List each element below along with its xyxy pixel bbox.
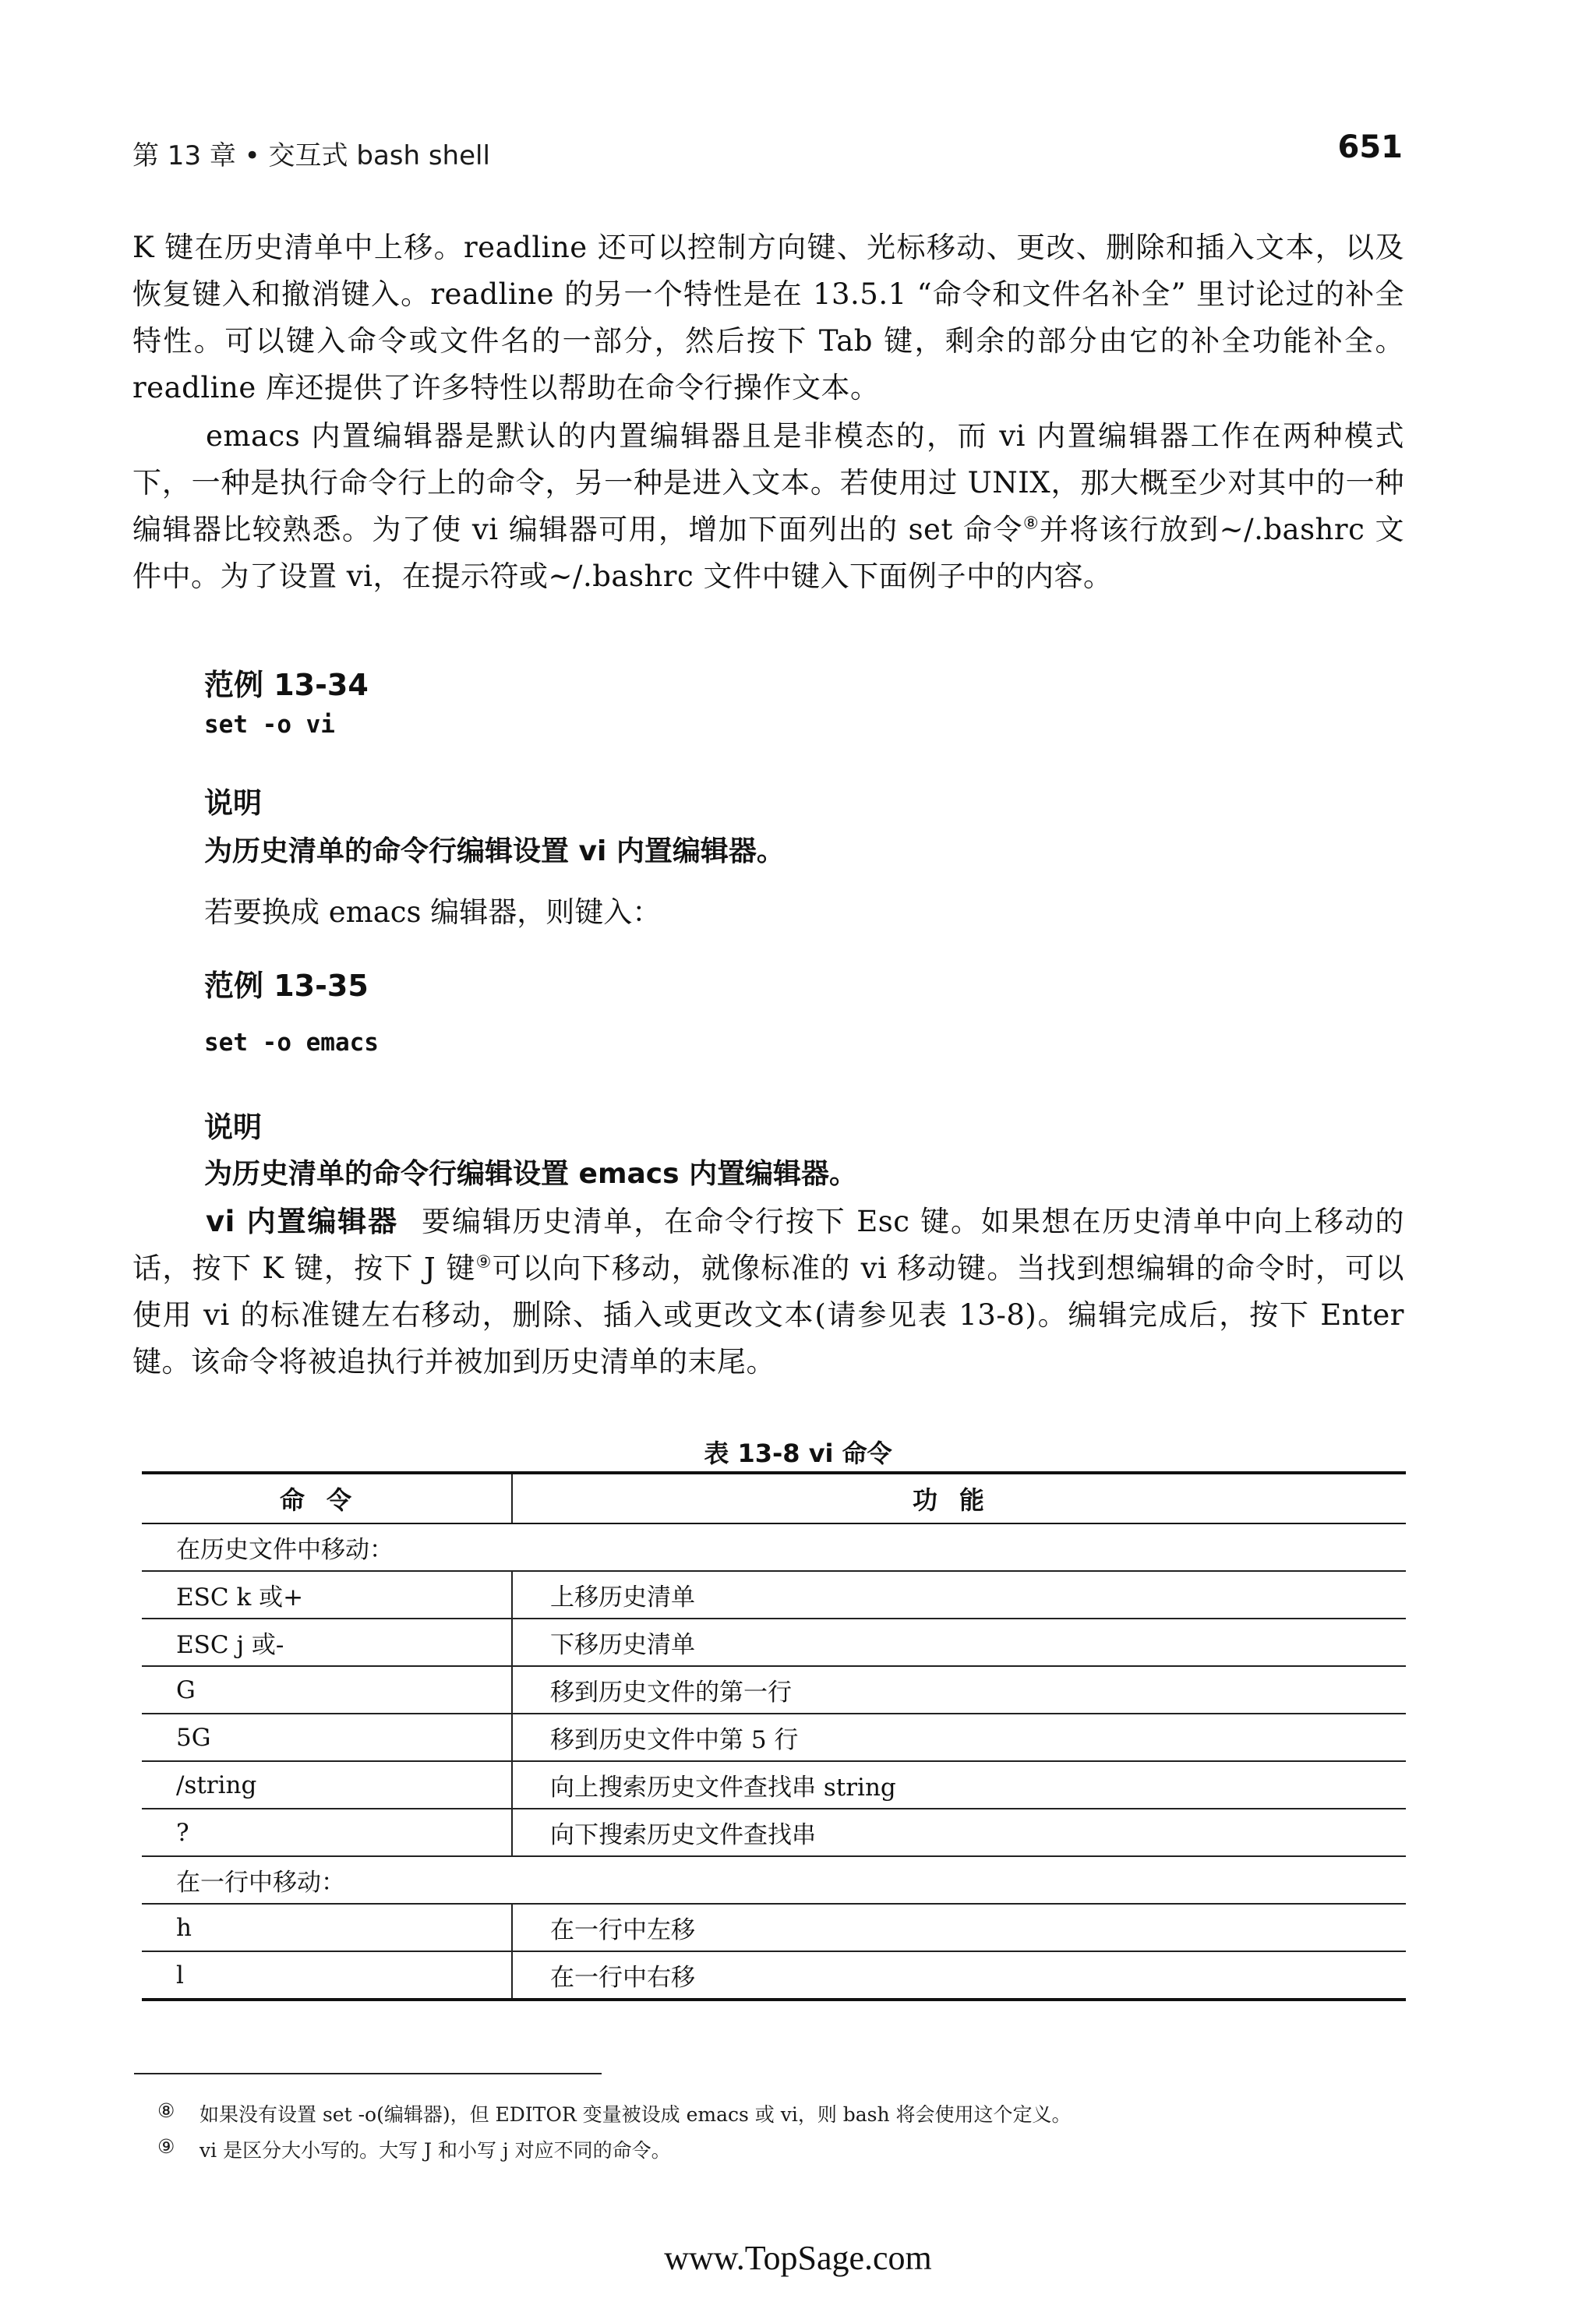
site-url: www.TopSage.com: [664, 2239, 932, 2277]
paragraph-vi-editor: [132, 1199, 1404, 1386]
example-13-35-code: set -o emacs: [204, 1029, 379, 1057]
function-cell: 向下搜索历史文件查找串: [512, 1809, 1406, 1856]
table-row: [142, 1619, 1406, 1666]
command-cell: /string: [142, 1761, 512, 1809]
command-cell: ESC k 或+: [142, 1571, 512, 1619]
footnote-8: [157, 2099, 1072, 2127]
example-13-34-note-heading: 说明: [204, 786, 262, 820]
command-cell: G: [142, 1666, 512, 1714]
example-13-35-note-heading: 说明: [204, 1110, 262, 1144]
example-13-35-note-body: 为历史清单的命令行编辑设置 emacs 内置编辑器。: [204, 1158, 858, 1190]
footnote-8-mark: ⑧: [157, 2099, 175, 2122]
section-line-move: 在一行中移动：: [142, 1856, 1406, 1904]
footnote-9: [157, 2135, 671, 2163]
header-command: 命令: [142, 1473, 512, 1523]
vi-commands-table: [142, 1471, 1406, 2001]
command-cell: ESC j 或-: [142, 1619, 512, 1666]
function-cell: 在一行中右移: [512, 1951, 1406, 2000]
footnote-ref-9: ⑨: [475, 1252, 493, 1273]
paragraph-emacs-vi-text-2: 并将该行放到~/.bashrc 文件中。为了设置 vi，在提示符或~/.bashrc 文件中键入下面例子中的内容。: [132, 513, 1404, 593]
table-row: [142, 1714, 1406, 1761]
table-row: [142, 1904, 1406, 1951]
example-13-34-code: set -o vi: [204, 711, 335, 739]
paragraph-emacs-vi: [132, 413, 1404, 600]
paragraph-vi-editor-text-2: 可以向下移动，就像标准的 vi 移动键。当找到想编辑的命令时，可以使用 vi 的标准键左右移动，删除、插入或更改文本(请参见表 13-8)。编辑完成后，按下 Enter 键。该命令将被追执行并被加到历史清单的末尾。: [132, 1252, 1404, 1379]
function-cell: 下移历史清单: [512, 1619, 1406, 1666]
table-header-row: [142, 1473, 1406, 1523]
footnote-9-text: vi 是区分大小写的。大写 J 和小写 j 对应不同的命令。: [200, 2139, 671, 2162]
table-row: [142, 1809, 1406, 1856]
function-cell: 移到历史文件中第 5 行: [512, 1714, 1406, 1761]
function-cell: 上移历史清单: [512, 1571, 1406, 1619]
example-13-35-label: 范例 13-35: [204, 969, 369, 1003]
footnote-8-text: 如果没有设置 set -o(编辑器)，但 EDITOR 变量被设成 emacs 或 vi，则 bash 将会使用这个定义。: [200, 2103, 1072, 2126]
footnote-divider: [134, 2073, 602, 2074]
table-caption: 表 13-8 vi 命令: [704, 1439, 892, 1468]
table-row: [142, 1951, 1406, 2000]
vi-editor-term: vi 内置编辑器: [206, 1205, 399, 1238]
function-cell: 移到历史文件的第一行: [512, 1666, 1406, 1714]
table-section-row: [142, 1523, 1406, 1571]
running-head: 第 13 章 • 交互式 bash shell: [132, 140, 490, 171]
function-cell: 在一行中左移: [512, 1904, 1406, 1951]
example-13-34-note-body: 为历史清单的命令行编辑设置 vi 内置编辑器。: [204, 835, 785, 867]
command-cell: ?: [142, 1809, 512, 1856]
paragraph-vi-editor-text-1: 要编辑历史清单，在命令行按下 Esc 键。如果想在历史清单中向上移动的话，按下 K 键，按下 J 键: [132, 1205, 1404, 1285]
footnote-9-mark: ⑨: [157, 2135, 175, 2158]
table-section-row: [142, 1856, 1406, 1904]
switch-emacs-line: 若要换成 emacs 编辑器，则键入：: [204, 895, 662, 929]
paragraph-readline: K 键在历史清单中上移。readline 还可以控制方向键、光标移动、更改、删除和插入文本，以及恢复键入和撤消键入。readline 的另一个特性是在 13.5.1 “命令和文件名补全” 里讨论过的补全特性。可以键入命令或文件名的一部分，然后按下 Tab 键，剩余的部分由它的补全功能补全。readline 库还提供了许多特性以帮助在命令行操作文本。: [132, 231, 1404, 404]
footnote-ref-8: ⑧: [1022, 514, 1040, 534]
section-history-move: 在历史文件中移动：: [142, 1523, 1406, 1571]
header-function: 功能: [512, 1473, 1406, 1523]
function-cell: 向上搜索历史文件查找串 string: [512, 1761, 1406, 1809]
table-row: [142, 1571, 1406, 1619]
command-cell: l: [142, 1951, 512, 2000]
paragraph-emacs-vi-text-1: emacs 内置编辑器是默认的内置编辑器且是非模态的，而 vi 内置编辑器工作在两种模式下，一种是执行命令行上的命令，另一种是进入文本。若使用过 UNIX，那大概至少对其中的一种编辑器比较熟悉。为了使 vi 编辑器可用，增加下面列出的 set 命令: [132, 419, 1404, 546]
table-row: [142, 1761, 1406, 1809]
command-cell: h: [142, 1904, 512, 1951]
command-cell: 5G: [142, 1714, 512, 1761]
page-number: 651: [1337, 129, 1403, 165]
example-13-34-label: 范例 13-34: [204, 668, 369, 702]
table-row: [142, 1666, 1406, 1714]
